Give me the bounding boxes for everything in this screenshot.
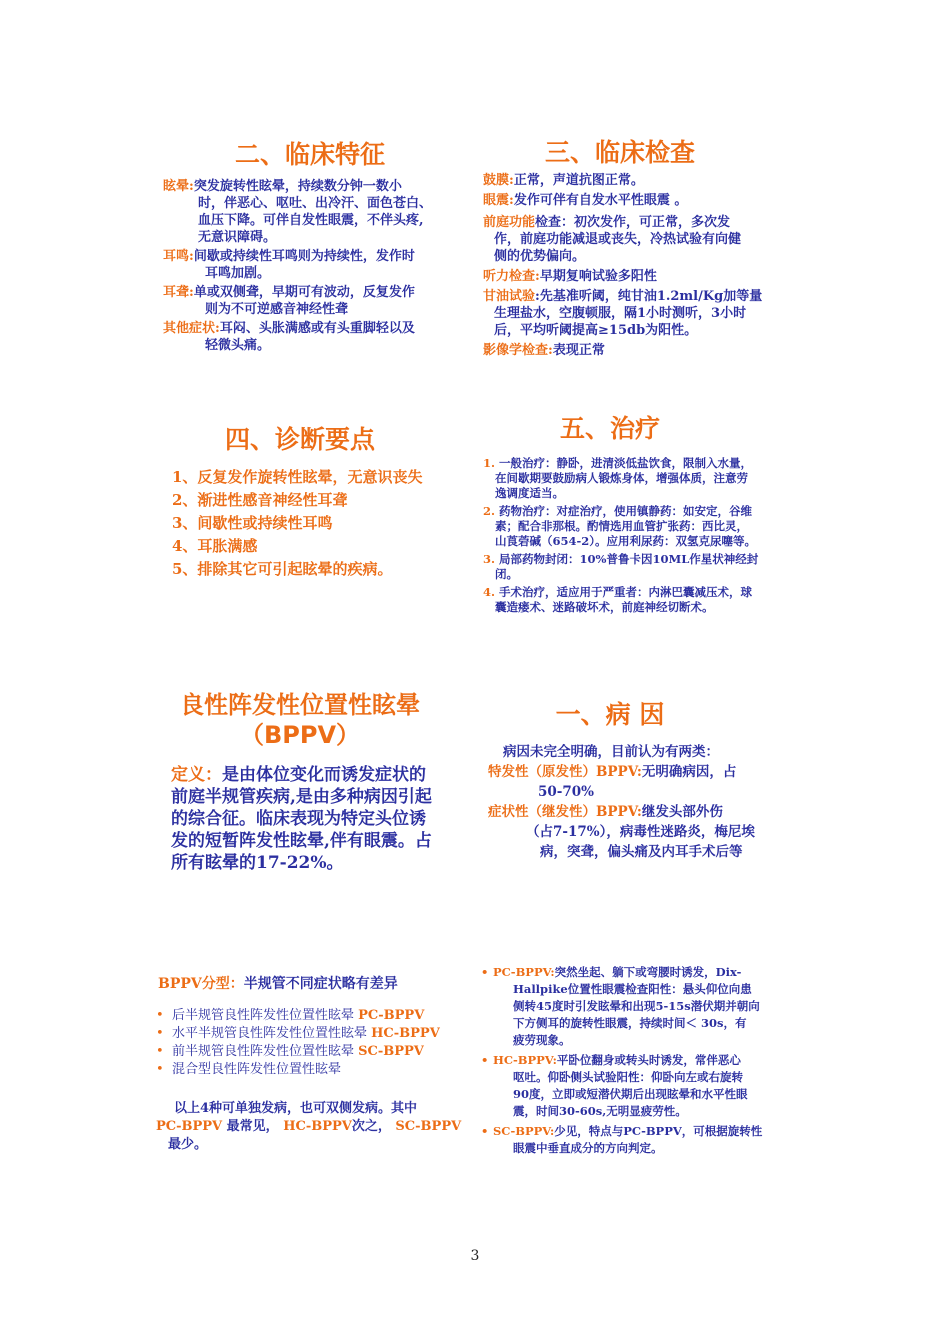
list-item: • 前半规管良性阵发性位置性眩晕 SC-BPPV xyxy=(156,1044,424,1059)
list-item: 2. 药物治疗：对症治疗，使用镇静药：如安定，谷维 素；配合非那根。酌情选用血管扩张药：西比灵， 山莨菪碱（654-2）。应用利尿药：双氢克尿噻等。 xyxy=(483,504,757,548)
list-item: • 水平半规管良性阵发性位置性眩晕 HC-BPPV xyxy=(156,1026,440,1041)
page-number: 3 xyxy=(470,1248,480,1264)
list-item: 4. 手术治疗，适应用于严重者：内淋巴囊减压术，球 囊造瘘术、迷路破坏术，前庭神经切断术。 xyxy=(483,585,753,614)
section-title: 三、临床检查 xyxy=(544,138,695,167)
list-item: 1、反复发作旋转性眩晕，无意识丧失 xyxy=(172,468,423,486)
list-item: 1. 一般治疗：静卧，进清淡低盐饮食，限制入水量， 在间歇期要鼓励病人锻炼身体，增强体质，注意劳 逸调度适当。 xyxy=(483,456,753,500)
list-item: 2、渐进性感音神经性耳聋 xyxy=(172,491,348,509)
list-item: • HC-BPPV:平卧位翻身或转头时诱发，常伴恶心 呕吐。仰卧侧头试验阳性：仰卧向左或右旋转 90度，立即或短潜伏期后出现眩晕和水平性眼 震，时间30-60s,无明显疲劳性。 xyxy=(481,1053,748,1118)
section-title: 四、诊断要点 xyxy=(224,425,375,454)
tinnitus-label: 耳鸣: xyxy=(163,249,194,264)
list-item: 5、排除其它可引起眩晕的疾病。 xyxy=(172,560,393,578)
definition-label: 定义： xyxy=(171,765,222,785)
list-item: • SC-BPPV:少见，特点与PC-BPPV，可根据旋转性 眼震中垂直成分的方向判定。 xyxy=(481,1124,763,1155)
list-item: • 混合型良性阵发性位置性眩晕 xyxy=(156,1062,342,1077)
list-item: 3、间歇性或持续性耳鸣 xyxy=(172,514,333,532)
bppv-title: 良性阵发性位置性眩晕 （BPPV） xyxy=(180,691,420,749)
list-item: • PC-BPPV:突然坐起、躺下或弯腰时诱发，Dix- Hallpike位置性眼震检查阳性：悬头仰位向患 侧转45度时引发眩晕和出现5-15s潜伏期并朝向 下方侧耳的旋转性眼震，持续时间＜ 30s，有 疲劳现象。 xyxy=(481,965,760,1047)
section-title: 二、临床特征 xyxy=(234,140,385,169)
vertigo-label: 眩晕: xyxy=(163,179,194,194)
list-item: 3. 局部药物封闭：10%普鲁卡因10ML作星状神经封 闭。 xyxy=(483,552,759,581)
list-item: • 后半规管良性阵发性位置性眩晕 PC-BPPV xyxy=(156,1008,425,1023)
other-symptoms-label: 其他症状: xyxy=(163,321,220,336)
section-title: 五、治疗 xyxy=(559,414,660,443)
deafness-label: 耳聋: xyxy=(163,285,194,300)
list-item: 4、耳胀满感 xyxy=(172,537,258,555)
section-title: 一、病 因 xyxy=(555,700,665,729)
